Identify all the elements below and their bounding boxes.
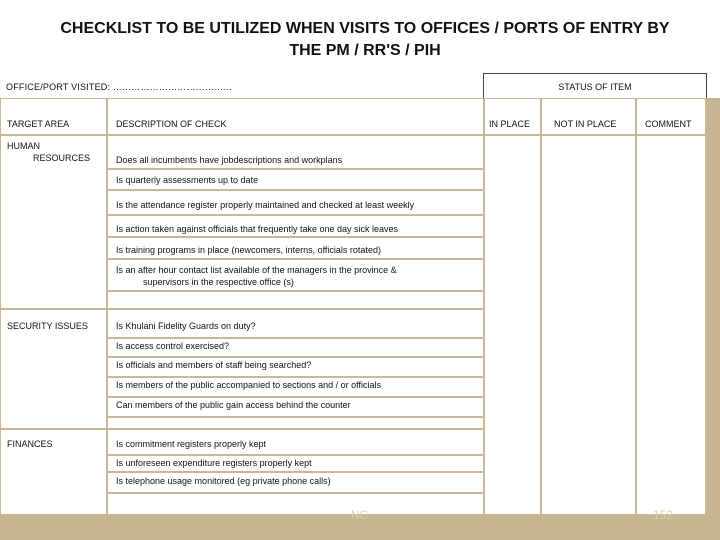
check-row-6 xyxy=(108,260,483,290)
check-row-blank-3 xyxy=(108,494,483,514)
check-row-14 xyxy=(108,473,483,492)
check-text-6-line-2: supervisors in the respective office (s) xyxy=(143,277,294,287)
check-row-3 xyxy=(108,191,483,214)
check-text-6: Is an after hour contact list available of the managers in the province & xyxy=(116,265,397,275)
check-row-12 xyxy=(108,430,483,454)
check-row-8 xyxy=(108,339,483,356)
header-not-in-place-label: NOT IN PLACE xyxy=(554,119,617,129)
check-row-13 xyxy=(108,456,483,471)
check-text-9: Is officials and members of staff being searched? xyxy=(116,360,312,370)
check-row-11 xyxy=(108,398,483,416)
header-comment-label: COMMENT xyxy=(645,119,692,129)
check-row-5 xyxy=(108,238,483,258)
header-comment xyxy=(637,99,705,134)
check-text-4: Is action taken against officials that frequently take one day sick leaves xyxy=(116,224,398,234)
section-hr-line-2: RESOURCES xyxy=(33,153,91,163)
check-text-14: Is telephone usage monitored (eg private phone calls) xyxy=(116,476,331,486)
page-number: 152 xyxy=(653,508,674,522)
check-row-9 xyxy=(108,358,483,376)
check-text-2: Is quarterly assessments up to date xyxy=(116,175,259,185)
section-security-label: SECURITY ISSUES xyxy=(7,321,88,331)
check-text-5: Is training programs in place (newcomers, interns, officials rotated) xyxy=(116,245,381,255)
status-header-label: STATUS OF ITEM xyxy=(558,81,632,92)
check-row-10 xyxy=(108,378,483,396)
status-header xyxy=(483,73,707,100)
check-row-4 xyxy=(108,216,483,236)
check-text-11: Can members of the public gain access behind the counter xyxy=(116,400,351,410)
in-place-column[interactable] xyxy=(485,136,540,514)
check-row-7 xyxy=(108,310,483,337)
check-row-1 xyxy=(108,136,483,168)
check-text-13: Is unforeseen expenditure registers properly kept xyxy=(116,458,312,468)
check-row-blank xyxy=(108,292,483,308)
header-target-area xyxy=(1,99,106,134)
section-hr-line-1: HUMAN xyxy=(7,141,40,151)
section-human-resources xyxy=(1,136,106,308)
check-text-10: Is members of the public accompanied to sections and / or officials xyxy=(116,380,381,390)
header-description-label: DESCRIPTION OF CHECK xyxy=(116,119,227,129)
comment-column[interactable] xyxy=(637,136,705,514)
section-security-issues xyxy=(1,310,106,428)
check-text-1: Does all incumbents have jobdescriptions and workplans xyxy=(116,155,343,165)
not-in-place-column[interactable] xyxy=(542,136,635,514)
header-description xyxy=(108,99,483,134)
check-row-2 xyxy=(108,170,483,189)
title-line-1: CHECKLIST TO BE UTILIZED WHEN VISITS TO OFFICES / PORTS OF ENTRY BY xyxy=(60,20,670,37)
check-text-12: Is commitment registers properly kept xyxy=(116,439,267,449)
section-finances-label: FINANCES xyxy=(7,439,53,449)
check-text-7: Is Khulani Fidelity Guards on duty? xyxy=(116,321,256,331)
check-text-3: Is the attendance register properly maintained and checked at least weekly xyxy=(116,200,415,210)
checklist-table xyxy=(0,98,706,515)
check-text-8: Is access control exercised? xyxy=(116,341,230,351)
page-title xyxy=(10,18,720,62)
header-in-place xyxy=(485,99,540,134)
section-finances xyxy=(1,430,106,514)
header-in-place-label: IN PLACE xyxy=(489,119,531,129)
header-not-in-place xyxy=(542,99,635,134)
footer-left-text: NC xyxy=(351,508,369,522)
header-target-area-label: TARGET AREA xyxy=(7,119,70,129)
office-visited-label: OFFICE/PORT VISITED: ………………………………… xyxy=(6,82,233,92)
decorative-side-bar xyxy=(706,98,720,515)
check-row-blank-2 xyxy=(108,418,483,428)
title-line-2: THE PM / RR'S / PIH xyxy=(289,42,441,59)
